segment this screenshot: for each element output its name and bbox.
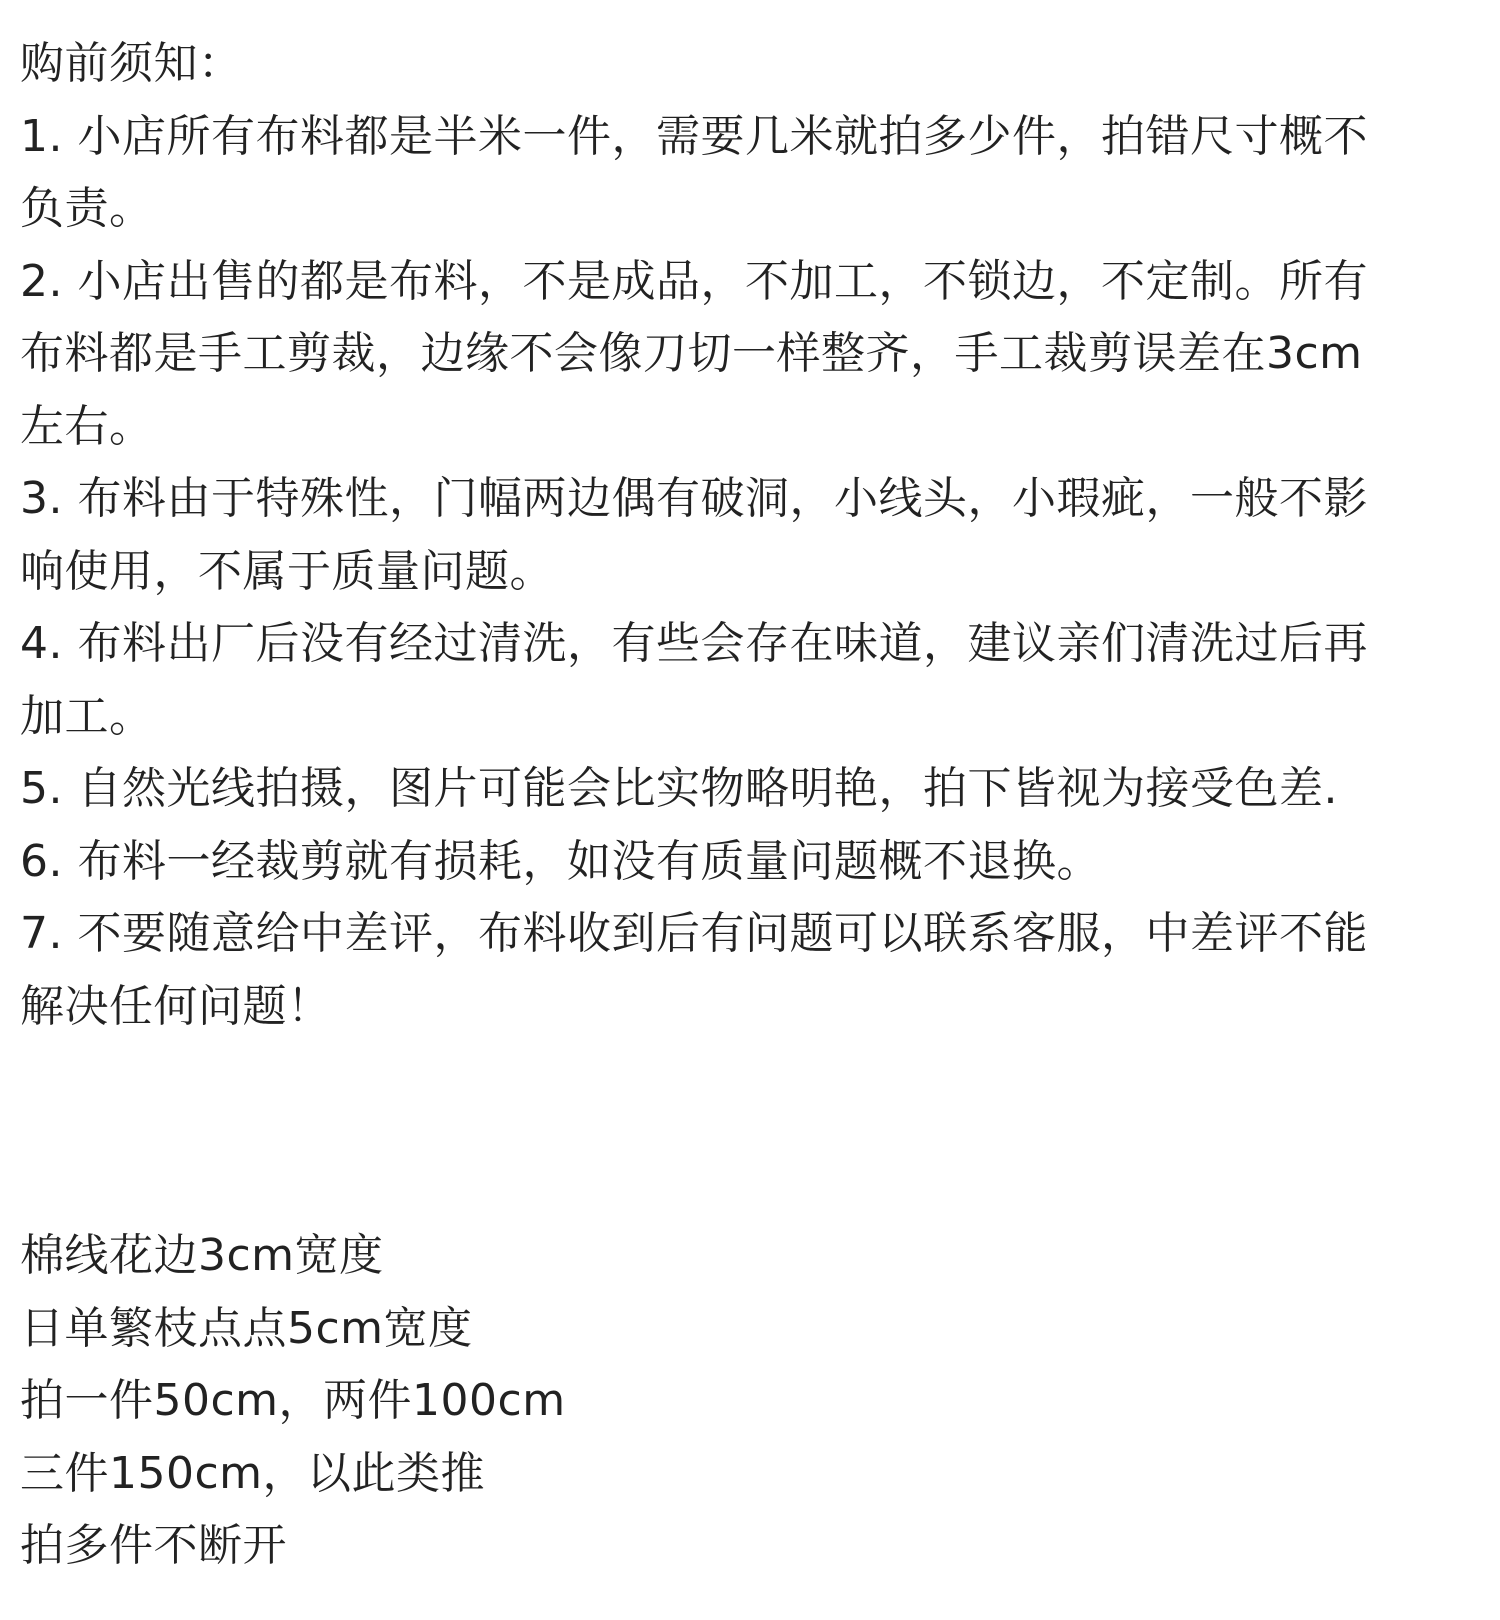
notice-item-3-line-2: 响使用，不属于质量问题。 <box>20 545 554 597</box>
notice-item-4-line-1: 4. 布料出厂后没有经过清洗，有些会存在味道，建议亲们清洗过后再 <box>20 618 1368 669</box>
section-spacer <box>20 1043 1480 1220</box>
notice-item-7-line-2: 解决任何问题！ <box>20 980 332 1032</box>
spec-line-lace-width: 棉线花边3cm宽度 <box>20 1230 384 1281</box>
notice-item-5-line-1: 5. 自然光线拍摄，图片可能会比实物略明艳，拍下皆视为接受色差. <box>20 763 1338 814</box>
notice-item-2-line-1: 2. 小店出售的都是布料，不是成品，不加工，不锁边，不定制。所有 <box>20 255 1368 307</box>
notice-item-2-line-2: 布料都是手工剪裁，边缘不会像刀切一样整齐，手工裁剪误差在3cm <box>20 328 1363 379</box>
notice-item-4-line-2: 加工。 <box>20 690 154 742</box>
notice-item-3-line-1: 3. 布料由于特殊性，门幅两边偶有破洞，小线头，小瑕疵，一般不影 <box>20 473 1368 524</box>
notice-item-2-line-3: 左右。 <box>20 400 154 452</box>
notice-title: 购前须知： <box>20 38 243 89</box>
notice-item-6-line-1: 6. 布料一经裁剪就有损耗，如没有质量问题概不退换。 <box>20 835 1101 887</box>
notice-item-1-line-2: 负责。 <box>20 183 154 234</box>
notice-item-1-line-1: 1. 小店所有布料都是半米一件，需要几米就拍多少件，拍错尺寸概不 <box>20 110 1368 162</box>
spec-line-continuous: 拍多件不断开 <box>20 1520 287 1571</box>
spec-line-three-pieces: 三件150cm，以此类推 <box>20 1447 486 1499</box>
spec-line-per-piece: 拍一件50cm，两件100cm <box>20 1375 566 1426</box>
spec-line-dots-width: 日单繁枝点点5cm宽度 <box>20 1302 473 1354</box>
notice-document <box>20 28 1480 1583</box>
notice-item-7-line-1: 7. 不要随意给中差评，布料收到后有问题可以联系客服，中差评不能 <box>20 908 1368 959</box>
